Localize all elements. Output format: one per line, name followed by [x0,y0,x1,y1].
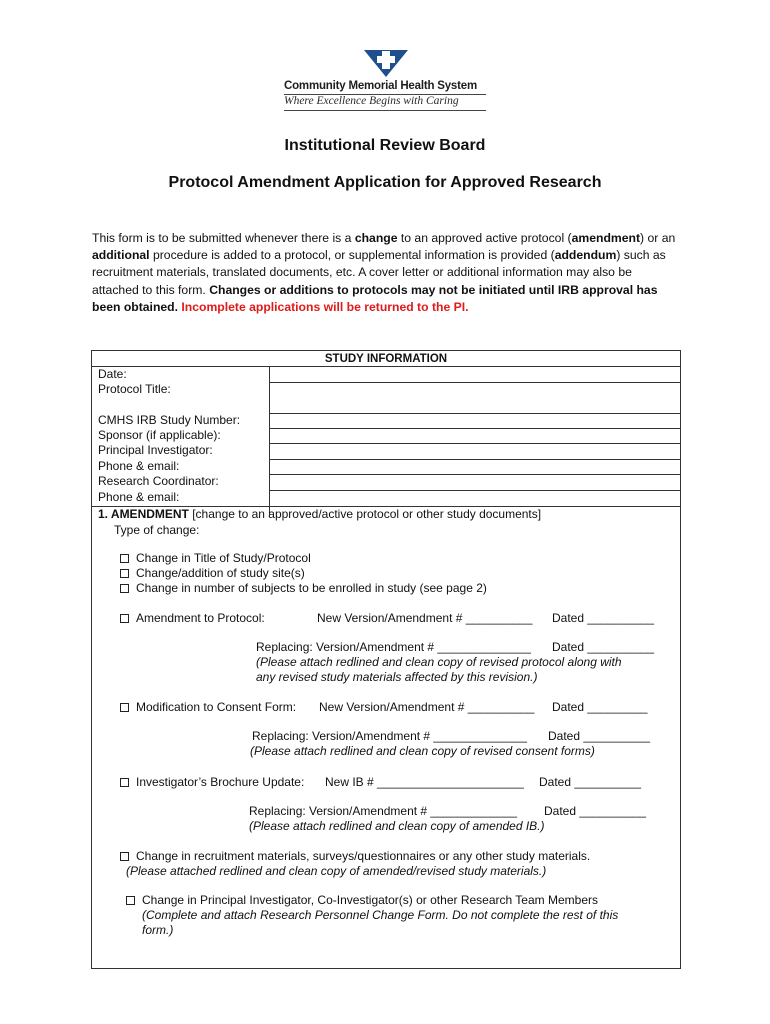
option-label: Change in number of subjects to be enrolled in study (see page 2) [136,581,487,595]
checkbox-consent-form[interactable] [120,703,129,712]
study-information-form [91,350,681,969]
brochure-replacing-dated: Dated __________ [544,804,647,818]
protocol-replacing: Replacing: Version/Amendment # ______________ [256,640,531,654]
field-label-pi: Principal Investigator: [98,443,213,457]
intro-paragraph [92,230,682,316]
intro-text-4: procedure is added to a protocol, or supplemental information is provided ( [149,248,555,263]
intro-bold-addendum: addendum [554,248,617,263]
logo-rule-bottom [284,110,486,111]
consent-dated: Dated _________ [552,700,648,714]
option-amendment-protocol [120,611,265,627]
checkbox-personnel-change[interactable] [126,896,135,905]
field-value-date[interactable] [270,367,680,382]
organization-name: Community Memorial Health System [284,80,477,92]
field-label-coordinator-phone: Phone & email: [98,490,180,504]
row-line [269,490,680,491]
protocol-dated: Dated __________ [552,611,655,625]
intro-red-warning: Incomplete applications will be returned to the PI. [181,299,469,314]
personnel-note-1: (Complete and attach Research Personnel Change Form. Do not complete the rest of this [142,908,619,922]
option-change-title [120,551,311,567]
option-consent-form [120,700,296,716]
row-line [269,459,680,460]
recruitment-note: (Please attached redlined and clean copy of amended/revised study materials.) [126,864,547,878]
checkbox-brochure-update[interactable] [120,778,129,787]
checkbox-change-site[interactable] [120,569,129,578]
field-label-protocol-title: Protocol Title: [98,382,171,396]
intro-text-5: ) such as recruitment materials, translated documents, etc. A cover letter or additional information may also be attached to this form. [92,248,666,297]
intro-bold-additional: additional [92,248,150,263]
checkbox-recruitment-materials[interactable] [120,852,129,861]
field-label-irb-number: CMHS IRB Study Number: [98,413,241,427]
option-personnel-change [126,893,598,909]
checkbox-amendment-protocol[interactable] [120,614,129,623]
field-label-sponsor: Sponsor (if applicable): [98,428,221,442]
personnel-note-2: form.) [142,923,174,937]
intro-text-3: ) or an [640,231,676,245]
field-value-protocol-title[interactable] [270,383,680,413]
intro-text-2: to an approved active protocol ( [397,231,572,245]
option-label: Change in recruitment materials, surveys/questionnaires or any other study materials. [136,849,591,863]
option-label: Change in Principal Investigator, Co-Investigator(s) or other Research Team Members [142,893,598,907]
study-information-header: STUDY INFORMATION [92,351,680,367]
option-change-site [120,566,305,582]
brochure-replacing: Replacing: Version/Amendment # _____________ [249,804,518,818]
checkbox-change-subjects[interactable] [120,584,129,593]
row-line [269,474,680,475]
organization-tagline: Where Excellence Begins with Caring [284,95,459,107]
organization-logo [284,48,494,118]
consent-replacing: Replacing: Version/Amendment # ______________ [252,729,527,743]
option-label: Investigator’s Brochure Update: [136,775,305,789]
intro-bold-amendment: amendment [571,231,641,245]
brochure-new-ib: New IB # ______________________ [325,775,524,789]
intro-text-1: This form is to be submitted whenever there is a [92,231,355,245]
consent-replacing-dated: Dated __________ [548,729,651,743]
row-line [269,413,680,414]
option-change-subjects [120,581,487,597]
field-label-pi-phone: Phone & email: [98,459,180,473]
protocol-note-2: any revised study materials affected by this revision.) [256,670,538,684]
field-label-date: Date: [98,367,127,381]
brochure-dated: Dated __________ [539,775,642,789]
option-recruitment-materials [120,849,590,865]
type-of-change-label: Type of change: [114,523,200,537]
page-subtitle: Protocol Amendment Application for Approved Research [168,174,602,191]
field-label-coordinator: Research Coordinator: [98,474,219,488]
row-line [269,443,680,444]
option-label: Change/addition of study site(s) [136,566,305,580]
option-label: Modification to Consent Form: [136,700,297,714]
option-label: Amendment to Protocol: [136,611,265,625]
protocol-replacing-dated: Dated __________ [552,640,655,654]
option-label: Change in Title of Study/Protocol [136,551,311,565]
amendment-heading [98,507,541,523]
consent-note: (Please attach redlined and clean copy of revised consent forms) [250,744,595,758]
consent-new-version: New Version/Amendment # __________ [319,700,535,714]
option-brochure-update [120,775,304,791]
amendment-heading-note: [change to an approved/active protocol or other study documents] [188,507,542,521]
row-line [269,428,680,429]
brochure-note: (Please attach redlined and clean copy of amended IB.) [249,819,545,833]
protocol-note-1: (Please attach redlined and clean copy of revised protocol along with [256,655,622,669]
intro-bold-warning: Changes or additions to protocols may not be initiated until IRB approval has been obtained. [92,282,658,314]
intro-bold-change: change [354,231,398,245]
protocol-new-version: New Version/Amendment # __________ [317,611,533,625]
shield-cross-icon [361,48,411,78]
page-title: Institutional Review Board [284,137,486,154]
checkbox-change-title[interactable] [120,554,129,563]
amendment-heading-label: 1. AMENDMENT [98,507,189,521]
